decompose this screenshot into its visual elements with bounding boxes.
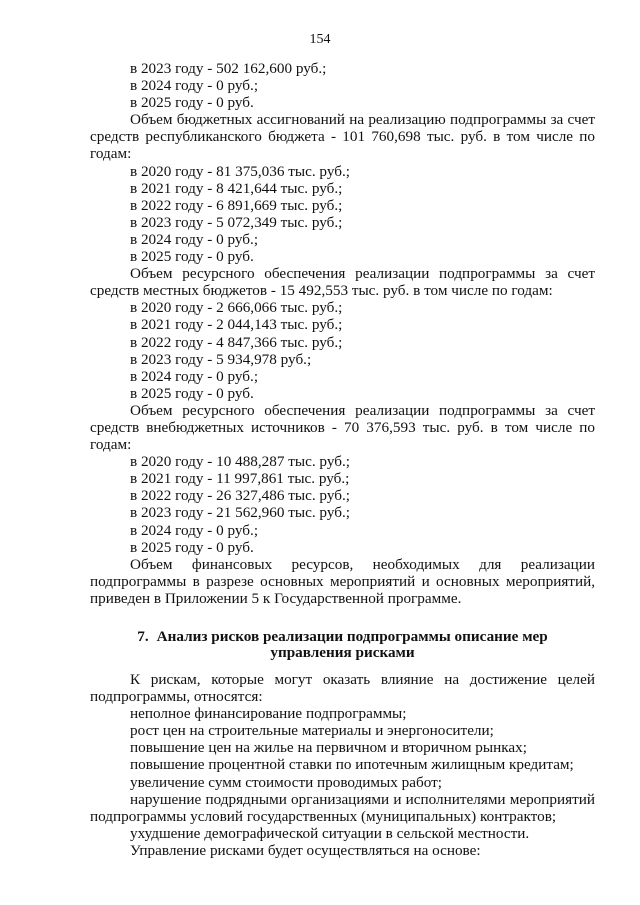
list-item: в 2020 году - 2 666,066 тыс. руб.; [130, 299, 343, 317]
list-item: повышение процентной ставки по ипотечным жилищным кредитам; [130, 756, 574, 774]
list-item: в 2021 году - 8 421,644 тыс. руб.; [130, 179, 343, 197]
list-item: рост цен на строительные материалы и энергоносители; [130, 722, 494, 740]
list-item: повышение цен на жилье на первичном и вторичном рынках; [130, 739, 527, 757]
list-item: в 2023 году - 5 072,349 тыс. руб.; [130, 213, 343, 231]
risk-list-end [90, 825, 595, 859]
paragraph-republic-budget: Объем бюджетных ассигнований на реализацию подпрограммы за счет средств республиканского бюджета - 101 760,698 тыс. руб. в том числе по годам: [90, 111, 595, 163]
document-body [90, 60, 595, 859]
list-item: ухудшение демографической ситуации в сельской местности. [130, 824, 530, 842]
list-republic-by-year [90, 163, 595, 266]
paragraph-financial-resources: Объем финансовых ресурсов, необходимых для реализации подпрограммы в разрезе основных мероприятий и основных мероприятий, приведен в Приложении 5 к Государственной программе. [90, 555, 595, 607]
section-heading [90, 629, 595, 661]
list-item: в 2022 году - 6 891,669 тыс. руб.; [130, 196, 343, 214]
list-item: неполное финансирование подпрограммы; [130, 705, 407, 723]
list-item: в 2020 году - 10 488,287 тыс. руб.; [130, 453, 350, 471]
list-off-budget-by-year [90, 453, 595, 556]
list-item: в 2023 году - 5 934,978 руб.; [130, 350, 312, 368]
list-item: в 2023 году - 21 562,960 тыс. руб.; [130, 504, 350, 522]
risk-list [90, 705, 595, 790]
list-item: в 2023 году - 502 162,600 руб.; [130, 60, 327, 77]
paragraph-risks-intro: К рискам, которые могут оказать влияние на достижение целей подпрограммы, относятся: [90, 671, 595, 706]
list-item: в 2022 году - 26 327,486 тыс. руб.; [130, 487, 350, 505]
paragraph-risk-contractors: нарушение подрядными организациями и исполнителями мероприятий подпрограммы условий государственных (муниципальных) контрактов; [90, 790, 595, 825]
list-item: в 2022 году - 4 847,366 тыс. руб.; [130, 333, 343, 351]
list-item: в 2021 году - 11 997,861 тыс. руб.; [130, 470, 350, 488]
section-title: Анализ рисков реализации подпрограммы описание мер управления рисками [156, 628, 548, 661]
paragraph-local-budgets: Объем ресурсного обеспечения реализации подпрограммы за счет средств местных бюджетов - 15 492,553 тыс. руб. в том числе по годам: [90, 265, 595, 300]
list-item: в 2024 году - 0 руб.; [130, 367, 259, 385]
list-item: в 2025 году - 0 руб. [130, 538, 254, 556]
list-item: в 2024 году - 0 руб.; [130, 521, 259, 539]
list-item: в 2024 году - 0 руб.; [130, 77, 259, 95]
list-item: в 2025 году - 0 руб. [130, 248, 254, 266]
list-item: в 2024 году - 0 руб.; [130, 230, 259, 248]
list-item: в 2021 году - 2 044,143 тыс. руб.; [130, 316, 343, 334]
list-item: в 2025 году - 0 руб. [130, 94, 254, 112]
list-item: увеличение сумм стоимости проводимых работ; [130, 773, 442, 791]
section-number: 7. [137, 628, 149, 645]
list-local-by-year [90, 299, 595, 402]
list-item: в 2025 году - 0 руб. [130, 384, 254, 402]
list-2023-2025-remainder [90, 60, 595, 111]
list-item: в 2020 году - 81 375,036 тыс. руб.; [130, 162, 350, 180]
list-item: Управление рисками будет осуществляться на основе: [130, 841, 481, 859]
page-number: 154 [309, 32, 331, 47]
paragraph-off-budget: Объем ресурсного обеспечения реализации подпрограммы за счет средств внебюджетных источников - 70 376,593 тыс. руб. в том числе по годам: [90, 401, 595, 454]
